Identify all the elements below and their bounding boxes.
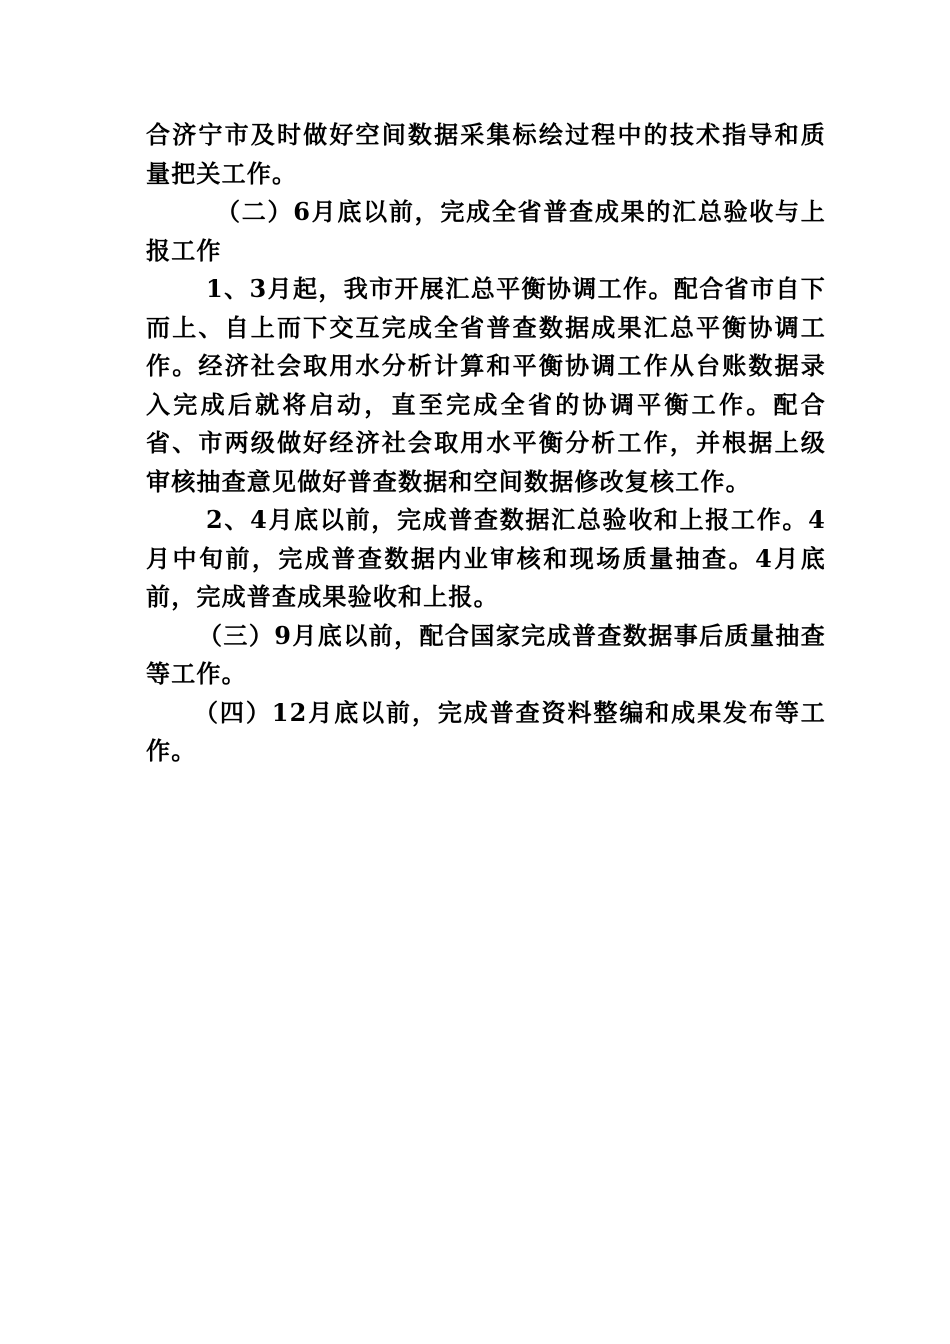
document-body [146, 116, 826, 771]
section-heading-4: （四）12月底以前，完成普查资料整编和成果发布等工作。 [146, 697, 826, 765]
section-heading-3: （三）9月底以前，配合国家完成普查数据事后质量抽查等工作。 [146, 620, 826, 688]
paragraph-continuation: 合济宁市及时做好空间数据采集标绘过程中的技术指导和质量把关工作。 [146, 120, 826, 188]
paragraph-item-2: 2、4月底以前，完成普查数据汇总验收和上报工作。4月中旬前，完成普查数据内业审核和现场质量抽查。4月底前，完成普查成果验收和上报。 [146, 505, 826, 611]
paragraph-item-1: 1、3月起，我市开展汇总平衡协调工作。配合省市自下而上、自上而下交互完成全省普查数据成果汇总平衡协调工作。经济社会取用水分析计算和平衡协调工作从台账数据录入完成后就将启动，直至完成全省的协调平衡工作。配合省、市两级做好经济社会取用水平衡分析工作，并根据上级审核抽查意见做好普查数据和空间数据修改复核工作。 [146, 274, 826, 496]
section-heading-2: （二）6月底以前，完成全省普查成果的汇总验收与上报工作 [146, 197, 826, 265]
